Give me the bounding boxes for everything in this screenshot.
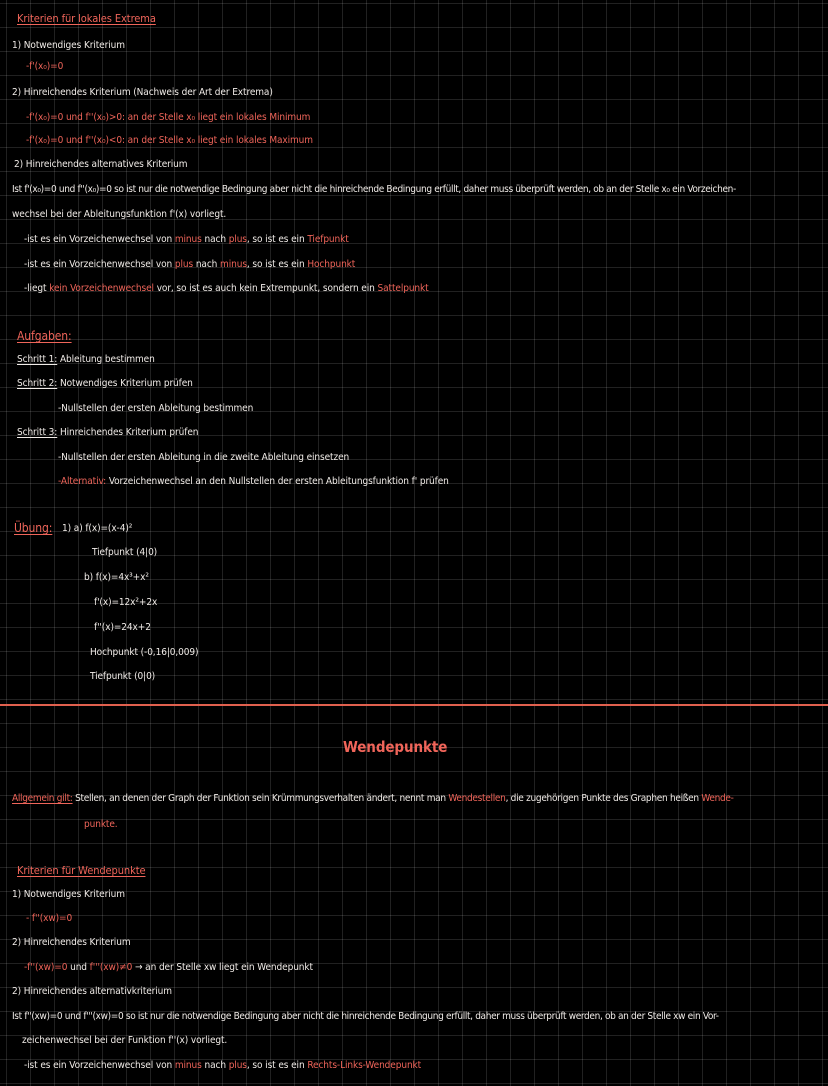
wp-necessary-criterion-heading: 1) Notwendiges Kriterium xyxy=(12,889,125,900)
uebung-first-derivative: f'(x)=12x²+2x xyxy=(94,597,158,608)
allgemein-text-c: , die zugehörigen Punkte des Graphen heißen xyxy=(505,793,702,804)
wp-condition-1: -f''(xw)=0 xyxy=(24,962,68,973)
wp-sufficient-criterion-line xyxy=(24,961,313,975)
term-plus: plus xyxy=(228,234,247,245)
wendepunkte-criteria-heading: Kriterien für Wendepunkte xyxy=(17,864,146,877)
wp-alternative-criterion-text-1: Ist f''(xw)=0 und f'''(xw)=0 so ist nur die notwendige Bedingung aber nicht die hinreichende Bedingung erfüllt, daher muss überprüft werden, ob an der Stelle xw ein Vor- xyxy=(12,1011,719,1022)
wp-condition-text: → an der Stelle xw liegt ein Wendepunkt xyxy=(132,962,313,973)
wp-alternative-criterion-heading: 2) Hinreichendes alternativkriterium xyxy=(12,986,172,997)
bullet-tiefpunkt xyxy=(24,233,349,247)
term-nach: nach xyxy=(201,1060,229,1071)
schritt-3-text: Hinreichendes Kriterium prüfen xyxy=(57,427,199,438)
term-minus: minus xyxy=(174,1060,202,1071)
schritt-2-label: Schritt 2: xyxy=(17,378,58,389)
alternativ-text: Vorzeichenwechsel an den Nullstellen der ersten Ableitungsfunktion f' prüfen xyxy=(106,476,449,487)
wp-und: und xyxy=(67,962,90,973)
uebung-label: Übung: xyxy=(14,521,53,535)
term-nach: nach xyxy=(193,259,221,270)
alternative-criterion-heading: 2) Hinreichendes alternatives Kriterium xyxy=(14,159,188,170)
maximum-condition-text: -f'(x₀)=0 und f''(x₀)<0: an der Stelle x₀ liegt ein xyxy=(26,135,236,146)
wp-necessary-criterion-formula: - f''(xw)=0 xyxy=(26,913,73,924)
necessary-criterion-heading: 1) Notwendiges Kriterium xyxy=(12,40,125,51)
minimum-condition-line xyxy=(26,111,310,125)
uebung-second-derivative: f''(x)=24x+2 xyxy=(94,622,151,633)
alternative-criterion-text-2: wechsel bei der Ableitungsfunktion f'(x) vorliegt. xyxy=(12,209,227,220)
term-so-ist: , so ist es ein xyxy=(246,259,308,270)
term-kein-vorzeichenwechsel: kein Vorzeichenwechsel xyxy=(49,283,154,294)
term-minus: minus xyxy=(220,259,247,270)
term-tiefpunkt: Tiefpunkt xyxy=(307,234,349,245)
term-rechts-links-wendepunkt: Rechts-Links-Wendepunkt xyxy=(307,1060,422,1071)
uebung-tiefpunkt: Tiefpunkt (0|0) xyxy=(90,671,156,682)
aufgaben-heading: Aufgaben: xyxy=(17,329,72,343)
schritt-1 xyxy=(17,353,155,367)
term-vor-text: vor, so ist es auch kein Extrempunkt, sondern ein xyxy=(153,283,378,294)
term-wendestellen: Wendestellen xyxy=(448,793,506,804)
bullet-hochpunkt xyxy=(24,258,355,272)
schritt-2 xyxy=(17,377,193,391)
wp-sufficient-criterion-heading: 2) Hinreichendes Kriterium xyxy=(12,937,131,948)
wp-bullet-text: -ist es ein Vorzeichenwechsel von xyxy=(24,1060,175,1071)
term-wendepunkte-end: punkte. xyxy=(84,819,118,830)
wendepunkte-title: Wendepunkte xyxy=(343,738,448,756)
term-so-ist: , so ist es ein xyxy=(246,1060,308,1071)
term-plus: plus xyxy=(228,1060,247,1071)
lokales-maximum-term: lokales Maximum xyxy=(235,135,313,146)
minimum-condition-text: -f'(x₀)=0 und f''(x₀)>0: an der Stelle x₀ liegt ein xyxy=(26,112,236,123)
allgemein-line-1 xyxy=(12,792,734,806)
term-wendepunkte-start: Wende- xyxy=(701,793,734,804)
alternative-criterion-text-1: Ist f'(x₀)=0 und f''(x₀)=0 so ist nur die notwendige Bedingung aber nicht die hinreichende Bedingung erfüllt, daher muss überprüft werden, ob an der Stelle x₀ ein Vorzeichen- xyxy=(12,184,736,195)
term-sattelpunkt: Sattelpunkt xyxy=(377,283,429,294)
uebung-task-b: b) f(x)=4x³+x² xyxy=(84,572,149,583)
schritt-1-label: Schritt 1: xyxy=(17,354,58,365)
term-hochpunkt: Hochpunkt xyxy=(307,259,356,270)
wp-condition-2: f'''(xw)≠0 xyxy=(89,962,133,973)
uebung-hochpunkt: Hochpunkt (-0,16|0,009) xyxy=(90,647,199,658)
uebung-task-a-result: Tiefpunkt (4|0) xyxy=(92,547,158,558)
lokales-minimum-term: lokales Minimum xyxy=(235,112,311,123)
wp-alternative-criterion-text-2: zeichenwechsel bei der Funktion f''(x) vorliegt. xyxy=(22,1035,228,1046)
schritt-3-label: Schritt 3: xyxy=(17,427,58,438)
term-plus: plus xyxy=(174,259,194,270)
schritt-3-sub-2 xyxy=(58,475,449,489)
term-so-ist: , so ist es ein xyxy=(246,234,308,245)
allgemein-label: Allgemein gilt: xyxy=(12,793,73,804)
schritt-2-sub: -Nullstellen der ersten Ableitung bestimmen xyxy=(58,403,254,414)
uebung-task-a: 1) a) f(x)=(x-4)² xyxy=(62,523,133,534)
allgemein-text-a: Stellen, an denen der Graph der Funktion sein Krümmungsverhalten ändert, nennt man xyxy=(72,793,449,804)
maximum-condition-line xyxy=(26,134,313,148)
section-divider xyxy=(0,704,828,706)
sufficient-criterion-heading: 2) Hinreichendes Kriterium (Nachweis der Art der Extrema) xyxy=(12,87,273,98)
schritt-1-text: Ableitung bestimmen xyxy=(57,354,155,365)
term-nach: nach xyxy=(201,234,229,245)
bullet-hochpunkt-text: -ist es ein Vorzeichenwechsel von xyxy=(24,259,175,270)
bullet-sattelpunkt-text: -liegt xyxy=(24,283,50,294)
schritt-3 xyxy=(17,426,198,440)
bullet-tiefpunkt-text: -ist es ein Vorzeichenwechsel von xyxy=(24,234,175,245)
extrema-criteria-heading: Kriterien für lokales Extrema xyxy=(17,12,156,25)
alternativ-label: -Alternativ: xyxy=(58,476,107,487)
bullet-sattelpunkt xyxy=(24,282,429,296)
schritt-3-sub-1: -Nullstellen der ersten Ableitung in die zweite Ableitung einsetzen xyxy=(58,452,350,463)
wp-bullet-rechts-links xyxy=(24,1059,421,1073)
schritt-2-text: Notwendiges Kriterium prüfen xyxy=(57,378,193,389)
term-minus: minus xyxy=(174,234,202,245)
necessary-criterion-formula: -f'(x₀)=0 xyxy=(26,61,64,72)
